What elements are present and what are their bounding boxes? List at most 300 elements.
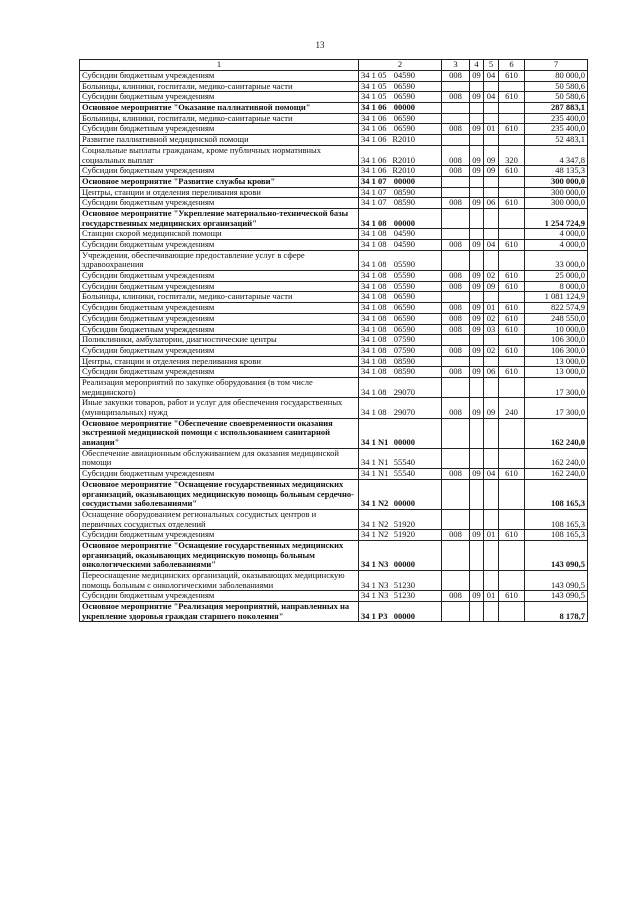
direction-code: 55540 bbox=[393, 457, 415, 468]
row-code bbox=[359, 509, 442, 529]
row-name: Субсидии бюджетным учреждениям bbox=[80, 324, 359, 335]
row-code bbox=[359, 479, 442, 509]
direction-code: 06590 bbox=[393, 324, 415, 334]
row-subsection: 02 bbox=[484, 313, 499, 324]
row-sum: 52 483,1 bbox=[525, 135, 588, 146]
row-sum: 80 000,0 bbox=[525, 71, 588, 82]
row-name: Основное мероприятие "Укрепление материально-технической базы государственных медицинских организаций" bbox=[80, 208, 359, 228]
row-subsection bbox=[484, 229, 499, 240]
row-name: Основное мероприятие "Развитие службы крови" bbox=[80, 176, 359, 187]
row-subsection bbox=[484, 356, 499, 367]
direction-code: 00000 bbox=[393, 559, 415, 570]
row-section: 09 bbox=[470, 303, 484, 314]
row-grbs bbox=[442, 81, 470, 92]
column-header: 7 bbox=[525, 60, 588, 71]
column-header: 1 bbox=[80, 60, 359, 71]
row-grbs bbox=[442, 208, 470, 228]
row-sum: 33 000,0 bbox=[525, 250, 588, 270]
row-code bbox=[359, 292, 442, 303]
row-grbs: 008 bbox=[442, 71, 470, 82]
row-name: Субсидии бюджетным учреждениям bbox=[80, 124, 359, 135]
program-code: 34 1 N2 bbox=[361, 498, 389, 509]
row-grbs: 008 bbox=[442, 398, 470, 418]
row-code bbox=[359, 113, 442, 124]
row-code bbox=[359, 377, 442, 397]
table-row bbox=[80, 166, 588, 177]
row-section: 09 bbox=[470, 367, 484, 378]
program-code: 34 1 N2 bbox=[361, 518, 389, 529]
row-grbs bbox=[442, 187, 470, 198]
table-row bbox=[80, 281, 588, 292]
direction-code: 04590 bbox=[393, 228, 415, 239]
program-code: 34 1 08 bbox=[361, 259, 387, 270]
row-expense-type: 610 bbox=[499, 92, 525, 103]
row-name: Развитие паллиативной медицинской помощи bbox=[80, 135, 359, 146]
row-name: Субсидии бюджетным учреждениям bbox=[80, 166, 359, 177]
program-code: 34 1 08 bbox=[361, 345, 387, 355]
row-sum: 108 165,3 bbox=[525, 479, 588, 509]
row-code bbox=[359, 303, 442, 314]
row-sum: 25 000,0 bbox=[525, 271, 588, 282]
column-header: 3 bbox=[442, 60, 470, 71]
row-expense-type bbox=[499, 335, 525, 346]
program-code: 34 1 N3 bbox=[361, 559, 389, 570]
row-name: Больницы, клиники, госпитали, медико-санитарные части bbox=[80, 292, 359, 303]
row-grbs: 008 bbox=[442, 271, 470, 282]
program-code: 34 1 07 bbox=[361, 187, 387, 197]
row-expense-type bbox=[499, 356, 525, 367]
row-expense-type: 610 bbox=[499, 124, 525, 135]
direction-code: 07590 bbox=[393, 334, 415, 345]
row-expense-type: 610 bbox=[499, 469, 525, 480]
row-code bbox=[359, 530, 442, 541]
direction-code: 05590 bbox=[393, 259, 415, 270]
row-subsection: 04 bbox=[484, 92, 499, 103]
row-sum: 300 000,0 bbox=[525, 198, 588, 209]
row-section: 09 bbox=[470, 313, 484, 324]
row-grbs bbox=[442, 479, 470, 509]
row-grbs bbox=[442, 602, 470, 622]
row-subsection: 04 bbox=[484, 71, 499, 82]
row-code bbox=[359, 187, 442, 198]
row-subsection: 01 bbox=[484, 530, 499, 541]
row-section bbox=[470, 208, 484, 228]
row-sum: 4 000,0 bbox=[525, 240, 588, 251]
row-code bbox=[359, 313, 442, 324]
row-section bbox=[470, 377, 484, 397]
row-subsection: 02 bbox=[484, 345, 499, 356]
direction-code: 51920 bbox=[393, 529, 415, 540]
row-code bbox=[359, 418, 442, 448]
row-sum: 106 300,0 bbox=[525, 345, 588, 356]
program-code: 34 1 06 bbox=[361, 102, 387, 113]
table-row bbox=[80, 145, 588, 165]
row-name: Социальные выплаты гражданам, кроме публичных нормативных социальных выплат bbox=[80, 145, 359, 165]
row-code bbox=[359, 81, 442, 92]
row-sum: 143 090,5 bbox=[525, 591, 588, 602]
row-code bbox=[359, 324, 442, 335]
row-expense-type bbox=[499, 448, 525, 468]
row-subsection bbox=[484, 250, 499, 270]
program-code: 34 1 08 bbox=[361, 313, 387, 323]
row-code bbox=[359, 345, 442, 356]
row-grbs bbox=[442, 356, 470, 367]
row-expense-type: 610 bbox=[499, 240, 525, 251]
row-section bbox=[470, 602, 484, 622]
row-name: Субсидии бюджетным учреждениям bbox=[80, 303, 359, 314]
program-code: 34 1 06 bbox=[361, 154, 387, 165]
row-grbs: 008 bbox=[442, 281, 470, 292]
row-subsection bbox=[484, 113, 499, 124]
table-row bbox=[80, 509, 588, 529]
row-name: Учреждения, обеспечивающие предоставление услуг в сфере здравоохранения bbox=[80, 250, 359, 270]
table-row bbox=[80, 271, 588, 282]
budget-table bbox=[79, 59, 588, 622]
row-section: 09 bbox=[470, 240, 484, 251]
row-expense-type: 610 bbox=[499, 166, 525, 177]
row-name: Больницы, клиники, госпитали, медико-санитарные части bbox=[80, 113, 359, 124]
program-code: 34 1 08 bbox=[361, 291, 387, 302]
row-grbs: 008 bbox=[442, 166, 470, 177]
row-name: Субсидии бюджетным учреждениям bbox=[80, 71, 359, 82]
row-subsection: 02 bbox=[484, 271, 499, 282]
row-name: Субсидии бюджетным учреждениям bbox=[80, 469, 359, 480]
row-expense-type bbox=[499, 229, 525, 240]
row-expense-type: 610 bbox=[499, 591, 525, 602]
row-name: Реализация мероприятий по закупке оборудования (в том числе медицинского) bbox=[80, 377, 359, 397]
direction-code: 29070 bbox=[393, 386, 415, 397]
row-section: 09 bbox=[470, 345, 484, 356]
program-code: 34 1 05 bbox=[361, 70, 387, 80]
row-code bbox=[359, 271, 442, 282]
row-name: Переоснащение медицинских организаций, оказывающих медицинскую помощь больным с онкологическими заболеваниями bbox=[80, 571, 359, 591]
direction-code: 06590 bbox=[393, 302, 415, 313]
program-code: 34 1 08 bbox=[361, 270, 387, 281]
row-grbs: 008 bbox=[442, 313, 470, 324]
row-sum: 10 000,0 bbox=[525, 324, 588, 335]
row-subsection: 09 bbox=[484, 145, 499, 165]
row-code bbox=[359, 571, 442, 591]
table-row bbox=[80, 356, 588, 367]
program-code: 34 1 08 bbox=[361, 356, 387, 366]
row-code bbox=[359, 250, 442, 270]
direction-code: R2010 bbox=[392, 134, 415, 145]
row-expense-type bbox=[499, 571, 525, 591]
row-section bbox=[470, 335, 484, 346]
row-sum: 50 580,6 bbox=[525, 81, 588, 92]
row-name: Обеспечение авиационным обслуживанием для оказания медицинской помощи bbox=[80, 448, 359, 468]
program-code: 34 1 P3 bbox=[361, 610, 388, 621]
row-subsection: 09 bbox=[484, 281, 499, 292]
row-name: Станции скорой медицинской помощи bbox=[80, 229, 359, 240]
row-code bbox=[359, 135, 442, 146]
direction-code: 06590 bbox=[393, 91, 415, 102]
row-grbs bbox=[442, 250, 470, 270]
row-code bbox=[359, 92, 442, 103]
table-row bbox=[80, 377, 588, 397]
row-subsection: 01 bbox=[484, 303, 499, 314]
row-expense-type bbox=[499, 540, 525, 570]
row-subsection bbox=[484, 509, 499, 529]
row-code bbox=[359, 591, 442, 602]
row-subsection: 06 bbox=[484, 198, 499, 209]
direction-code: 06590 bbox=[393, 81, 415, 91]
program-code: 34 1 08 bbox=[361, 407, 387, 417]
row-sum: 1 081 124,9 bbox=[525, 292, 588, 303]
table-row bbox=[80, 418, 588, 448]
row-grbs bbox=[442, 292, 470, 303]
row-name: Оснащение оборудованием региональных сосудистых центров и первичных сосудистых отделений bbox=[80, 509, 359, 529]
direction-code: 08590 bbox=[393, 197, 415, 208]
program-code: 34 1 N1 bbox=[361, 457, 389, 468]
row-sum: 8 178,7 bbox=[525, 602, 588, 622]
row-grbs: 008 bbox=[442, 240, 470, 251]
row-subsection: 04 bbox=[484, 469, 499, 480]
row-code bbox=[359, 103, 442, 114]
row-subsection: 09 bbox=[484, 166, 499, 177]
direction-code: 29070 bbox=[393, 407, 415, 417]
row-section: 09 bbox=[470, 271, 484, 282]
table-row bbox=[80, 303, 588, 314]
row-expense-type bbox=[499, 250, 525, 270]
table-row bbox=[80, 324, 588, 335]
row-sum: 300 000,0 bbox=[525, 187, 588, 198]
row-section bbox=[470, 135, 484, 146]
row-expense-type bbox=[499, 479, 525, 509]
row-section: 09 bbox=[470, 92, 484, 103]
direction-code: 00000 bbox=[393, 437, 415, 448]
row-section bbox=[470, 103, 484, 114]
direction-code: 55540 bbox=[393, 468, 415, 479]
row-section: 09 bbox=[470, 591, 484, 602]
row-grbs bbox=[442, 176, 470, 187]
row-code bbox=[359, 540, 442, 570]
row-expense-type bbox=[499, 292, 525, 303]
row-expense-type bbox=[499, 208, 525, 228]
direction-code: 51230 bbox=[393, 579, 415, 590]
row-sum: 17 300,0 bbox=[525, 398, 588, 418]
row-sum: 4 000,0 bbox=[525, 229, 588, 240]
table-row bbox=[80, 448, 588, 468]
table-row bbox=[80, 208, 588, 228]
row-sum: 287 883,1 bbox=[525, 103, 588, 114]
row-code bbox=[359, 198, 442, 209]
row-sum: 143 090,5 bbox=[525, 571, 588, 591]
row-expense-type: 240 bbox=[499, 398, 525, 418]
direction-code: 06590 bbox=[393, 313, 415, 323]
direction-code: 06590 bbox=[393, 123, 415, 134]
row-section: 09 bbox=[470, 469, 484, 480]
row-expense-type bbox=[499, 81, 525, 92]
row-subsection bbox=[484, 208, 499, 228]
row-grbs: 008 bbox=[442, 324, 470, 335]
row-expense-type: 610 bbox=[499, 198, 525, 209]
row-code bbox=[359, 240, 442, 251]
row-subsection: 01 bbox=[484, 124, 499, 135]
row-section bbox=[470, 292, 484, 303]
program-code: 34 1 08 bbox=[361, 281, 387, 291]
row-expense-type: 610 bbox=[499, 530, 525, 541]
program-code: 34 1 08 bbox=[361, 386, 387, 397]
row-sum: 822 574,9 bbox=[525, 303, 588, 314]
row-sum: 300 000,0 bbox=[525, 176, 588, 187]
table-row bbox=[80, 591, 588, 602]
row-section bbox=[470, 187, 484, 198]
row-sum: 13 000,0 bbox=[525, 367, 588, 378]
row-code bbox=[359, 448, 442, 468]
row-grbs bbox=[442, 571, 470, 591]
row-sum: 108 165,3 bbox=[525, 530, 588, 541]
row-section bbox=[470, 509, 484, 529]
table-row bbox=[80, 469, 588, 480]
row-section: 09 bbox=[470, 71, 484, 82]
table-row bbox=[80, 135, 588, 146]
row-expense-type: 610 bbox=[499, 71, 525, 82]
row-grbs bbox=[442, 113, 470, 124]
direction-code: 06590 bbox=[393, 291, 415, 302]
direction-code: 00000 bbox=[393, 217, 415, 228]
row-grbs bbox=[442, 418, 470, 448]
row-sum: 1 254 724,9 bbox=[525, 208, 588, 228]
table-row bbox=[80, 479, 588, 509]
row-grbs: 008 bbox=[442, 145, 470, 165]
row-expense-type bbox=[499, 135, 525, 146]
program-code: 34 1 05 bbox=[361, 81, 387, 91]
row-section: 09 bbox=[470, 198, 484, 209]
program-code: 34 1 N1 bbox=[361, 468, 389, 479]
row-section bbox=[470, 448, 484, 468]
row-code bbox=[359, 356, 442, 367]
row-subsection bbox=[484, 335, 499, 346]
row-sum: 50 580,6 bbox=[525, 92, 588, 103]
row-subsection bbox=[484, 103, 499, 114]
row-expense-type: 320 bbox=[499, 145, 525, 165]
row-section bbox=[470, 540, 484, 570]
table-row bbox=[80, 240, 588, 251]
row-grbs: 008 bbox=[442, 345, 470, 356]
table-row bbox=[80, 602, 588, 622]
row-grbs: 008 bbox=[442, 591, 470, 602]
header-row bbox=[80, 60, 588, 71]
row-sum: 8 000,0 bbox=[525, 281, 588, 292]
table-row bbox=[80, 71, 588, 82]
program-code: 34 1 08 bbox=[361, 302, 387, 313]
column-header: 4 bbox=[470, 60, 484, 71]
table-row bbox=[80, 229, 588, 240]
column-header: 5 bbox=[484, 60, 499, 71]
row-subsection bbox=[484, 187, 499, 198]
row-name: Субсидии бюджетным учреждениям bbox=[80, 281, 359, 292]
row-subsection bbox=[484, 571, 499, 591]
program-code: 34 1 08 bbox=[361, 334, 387, 345]
program-code: 34 1 08 bbox=[361, 366, 387, 377]
row-section: 09 bbox=[470, 145, 484, 165]
table-row bbox=[80, 103, 588, 114]
row-name: Субсидии бюджетным учреждениям bbox=[80, 591, 359, 602]
table-row bbox=[80, 398, 588, 418]
page-number: 13 bbox=[315, 40, 325, 50]
row-subsection bbox=[484, 448, 499, 468]
row-name: Субсидии бюджетным учреждениям bbox=[80, 313, 359, 324]
row-name: Больницы, клиники, госпитали, медико-санитарные части bbox=[80, 81, 359, 92]
row-grbs: 008 bbox=[442, 92, 470, 103]
row-code bbox=[359, 281, 442, 292]
row-section: 09 bbox=[470, 281, 484, 292]
row-subsection bbox=[484, 602, 499, 622]
row-section bbox=[470, 250, 484, 270]
program-code: 34 1 05 bbox=[361, 91, 387, 102]
row-code bbox=[359, 145, 442, 165]
row-sum: 162 240,0 bbox=[525, 448, 588, 468]
row-section bbox=[470, 176, 484, 187]
table-row bbox=[80, 198, 588, 209]
row-code bbox=[359, 602, 442, 622]
row-subsection bbox=[484, 135, 499, 146]
program-code: 34 1 N2 bbox=[361, 529, 389, 540]
row-name: Центры, станции и отделения переливания крови bbox=[80, 356, 359, 367]
row-name: Основное мероприятие "Оснащение государственных медицинских организаций, оказывающих медицинскую помощь больным онкологическими заболеваниями" bbox=[80, 540, 359, 570]
row-code bbox=[359, 469, 442, 480]
program-code: 34 1 08 bbox=[361, 239, 387, 249]
row-sum: 17 300,0 bbox=[525, 377, 588, 397]
row-name: Субсидии бюджетным учреждениям bbox=[80, 271, 359, 282]
direction-code: R2010 bbox=[392, 154, 415, 165]
row-subsection bbox=[484, 176, 499, 187]
direction-code: 00000 bbox=[393, 176, 415, 186]
row-sum: 106 300,0 bbox=[525, 335, 588, 346]
row-grbs: 008 bbox=[442, 124, 470, 135]
direction-code: R2010 bbox=[392, 165, 415, 176]
row-subsection bbox=[484, 292, 499, 303]
row-expense-type: 610 bbox=[499, 271, 525, 282]
row-sum: 248 550,0 bbox=[525, 313, 588, 324]
row-grbs bbox=[442, 540, 470, 570]
row-section bbox=[470, 229, 484, 240]
row-expense-type bbox=[499, 509, 525, 529]
row-section: 09 bbox=[470, 324, 484, 335]
direction-code: 05590 bbox=[393, 281, 415, 291]
table-row bbox=[80, 335, 588, 346]
row-grbs: 008 bbox=[442, 530, 470, 541]
row-expense-type bbox=[499, 377, 525, 397]
direction-code: 08590 bbox=[393, 366, 415, 377]
row-code bbox=[359, 124, 442, 135]
row-grbs bbox=[442, 229, 470, 240]
program-code: 34 1 08 bbox=[361, 217, 387, 228]
table-row bbox=[80, 92, 588, 103]
table-row bbox=[80, 250, 588, 270]
direction-code: 51920 bbox=[393, 518, 415, 529]
row-grbs: 008 bbox=[442, 469, 470, 480]
row-expense-type bbox=[499, 602, 525, 622]
row-subsection: 06 bbox=[484, 367, 499, 378]
row-sum: 162 240,0 bbox=[525, 469, 588, 480]
table-row bbox=[80, 530, 588, 541]
program-code: 34 1 07 bbox=[361, 176, 387, 186]
row-name: Субсидии бюджетным учреждениям bbox=[80, 92, 359, 103]
table-row bbox=[80, 81, 588, 92]
row-sum: 143 090,5 bbox=[525, 540, 588, 570]
row-expense-type bbox=[499, 176, 525, 187]
row-section bbox=[470, 418, 484, 448]
row-grbs: 008 bbox=[442, 367, 470, 378]
program-code: 34 1 08 bbox=[361, 228, 387, 239]
row-subsection bbox=[484, 479, 499, 509]
table-row bbox=[80, 176, 588, 187]
table-row bbox=[80, 367, 588, 378]
row-section bbox=[470, 571, 484, 591]
row-expense-type: 610 bbox=[499, 281, 525, 292]
